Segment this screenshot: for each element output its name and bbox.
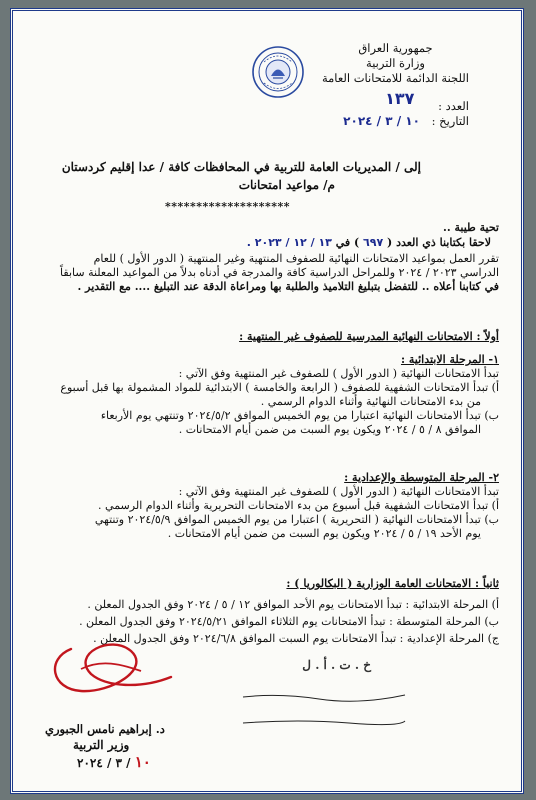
intermediate-item-b-line-1: ب) تبدأ الامتحانات النهائية ( التحريرية ) اعتبارا من يوم الخميس الموافق ٢٠٢٤/٥/٩ وتنتهي bbox=[94, 513, 499, 526]
subject: م/ مواعيد امتحانات bbox=[238, 178, 335, 192]
primary-stage-text bbox=[29, 367, 499, 437]
signature-day: ١٠ bbox=[134, 753, 151, 771]
ministry-name: وزارة التربية bbox=[366, 56, 425, 70]
date-row bbox=[239, 114, 469, 128]
separator-stars: ******************** bbox=[165, 200, 291, 213]
reference-previous-date: ١٣ / ١٢ / ٢٠٢٣ . bbox=[246, 236, 332, 249]
intermediate-item-b-line-2: يوم الأحد ١٩ / ٥ / ٢٠٢٤ ويكون يوم السبت من ضمن أيام الامتحانات . bbox=[167, 527, 481, 540]
intro-line-3: في كتابنا أعلاه .. للتفضل بتبليغ التلاميذ والطلبة بها ومراعاة الدقة عند التبليغ .... مع التقدير . bbox=[77, 280, 499, 293]
date-value: ١٠ / ٣ / ٢٠٢٤ bbox=[343, 114, 420, 128]
signature-date bbox=[77, 753, 151, 771]
intermediate-stage-heading: ٢- المرحلة المتوسطة والإعدادية : bbox=[344, 471, 499, 484]
reference-number: ١٣٧ bbox=[385, 89, 415, 108]
intermediate-item-a: أ) تبدأ الامتحانات الشفهية قبل أسبوع من بدء الامتحانات التحريرية وأثناء الدوام الرسمي . bbox=[98, 499, 499, 512]
intro-paragraph bbox=[29, 252, 499, 294]
reference-mid: ) في bbox=[335, 236, 360, 249]
minister-name: د. إبراهيم نامس الجبوري bbox=[45, 722, 165, 736]
section-2-item-a: أ) المرحلة الابتدائية : تبدأ الامتحانات يوم الأحد الموافق ١٢ / ٥ / ٢٠٢٤ وفق الجدول المعلن . bbox=[87, 598, 499, 611]
section-1-heading: أولاً : الامتحانات النهائية المدرسية للصفوف غير المنتهية : bbox=[239, 330, 499, 343]
greeting: تحية طيبة .. bbox=[443, 221, 499, 234]
primary-item-b-line-2: الموافق ٨ / ٥ / ٢٠٢٤ ويكون يوم السبت من ضمن أيام الامتحانات . bbox=[178, 423, 481, 436]
intro-line-2: الدراسي ٢٠٢٣ / ٢٠٢٤ وللمراحل الدراسية كافة والمدرجة في أدناه بدلاً من المواعيد المعلنة سابقاً bbox=[60, 266, 499, 279]
signature-date-rest: / ٣ / ٢٠٢٤ bbox=[77, 756, 131, 770]
initials-text: خ . ت . أ . ل bbox=[302, 658, 371, 672]
primary-item-a-line-2: من بدء الامتحانات النهائية وأثناء الدوام الرسمي . bbox=[260, 395, 481, 408]
reference-line bbox=[247, 236, 491, 249]
intermediate-line-1: تبدأ الامتحانات النهائية ( الدور الأول ) للصفوف غير المنتهية وفق الآتي : bbox=[178, 485, 499, 498]
intermediate-stage-text bbox=[29, 485, 499, 541]
section-2-item-c: ج) المرحلة الإعدادية : تبدأ الامتحانات يوم السبت الموافق ٢٠٢٤/٦/٨ وفق الجدول المعلن . bbox=[93, 632, 499, 645]
minister-signature bbox=[41, 629, 191, 709]
primary-item-b-line-1: ب) تبدأ الامتحانات النهائية اعتبارا من يوم الخميس الموافق ٢٠٢٤/٥/٢ وتنتهي يوم الأربعاء bbox=[100, 409, 499, 422]
section-2-item-b: ب) المرحلة المتوسطة : تبدأ الامتحانات يوم الثلاثاء الموافق ٢٠٢٤/٥/٢١ وفق الجدول المعلن . bbox=[79, 615, 499, 628]
primary-line-1: تبدأ الامتحانات النهائية ( الدور الأول ) للصفوف غير المنتهية وفق الآتي : bbox=[178, 367, 499, 380]
minister-title: وزير التربية bbox=[73, 738, 130, 752]
committee-name: اللجنة الدائمة للامتحانات العامة bbox=[321, 71, 469, 85]
intro-line-1: تقرر العمل بمواعيد الامتحانات النهائية للصفوف المنتهية وغير المنتهية ( الدور الأول ) للعام bbox=[93, 252, 499, 265]
republic-name: جمهورية العراق bbox=[358, 41, 433, 55]
addressee: إلى / المديريات العامة للتربية في المحافظات كافة / عدا إقليم كردستان bbox=[61, 160, 421, 174]
document-sheet bbox=[10, 8, 524, 794]
number-label: العدد : bbox=[438, 99, 469, 113]
letterhead bbox=[322, 41, 469, 86]
reference-number-row bbox=[239, 89, 469, 114]
reference-prefix: لاحقا بكتابنا ذي العدد ( bbox=[387, 236, 491, 249]
initials-signature bbox=[239, 683, 409, 729]
primary-item-a-line-1: أ) تبدأ الامتحانات الشفهية للصفوف ( الرابعة والخامسة ) الابتدائية للمواد المشمولة بها قبل أسبوع bbox=[60, 381, 499, 394]
reference-previous-number: ٦٩٧ bbox=[363, 236, 384, 249]
section-2-heading: ثانياً : الامتحانات العامة الوزارية ( البكالوريا ) : bbox=[286, 577, 499, 590]
ministry-seal-icon bbox=[251, 45, 305, 99]
primary-stage-heading: ١- المرحلة الابتدائية : bbox=[400, 353, 499, 366]
date-label: التاريخ : bbox=[431, 114, 469, 128]
